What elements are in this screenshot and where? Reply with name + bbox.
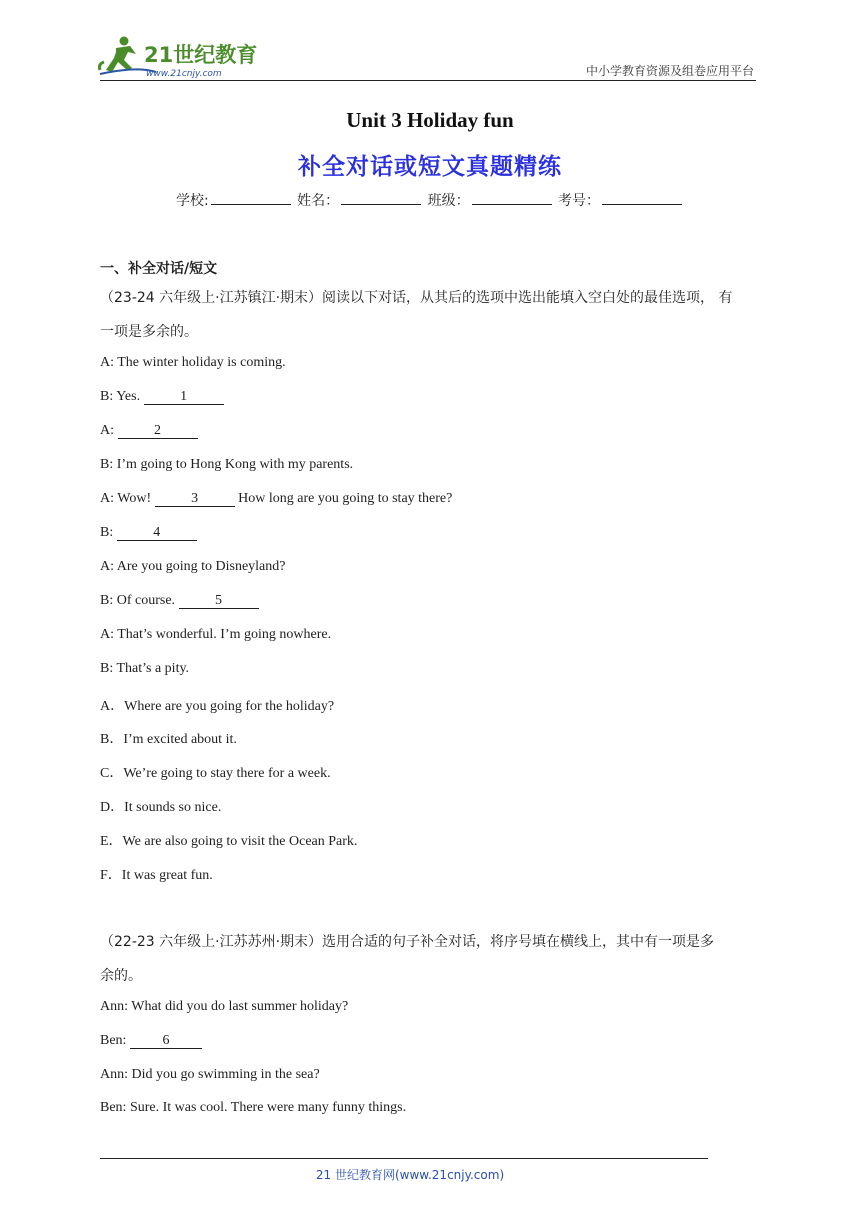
- dialogue-line: [100, 593, 259, 609]
- dialogue-line: B: That’s a pity.: [100, 661, 190, 676]
- site-logo[interactable]: [96, 34, 266, 78]
- exam-no-field[interactable]: [602, 192, 682, 205]
- dialogue-speaker-text: B: Yes.: [100, 389, 144, 404]
- option-e: E．We are also going to visit the Ocean Park.: [100, 834, 358, 849]
- page-header: [96, 30, 756, 82]
- dialogue-line: [100, 1033, 202, 1049]
- dialogue-line: [100, 389, 224, 405]
- answer-blank-1[interactable]: 1: [144, 389, 224, 405]
- dialogue-speaker-text: B:: [100, 525, 117, 540]
- dialogue-line: A: Are you going to Disneyland?: [100, 559, 286, 574]
- school-label: 学校:: [175, 193, 209, 209]
- student-info-line: [0, 190, 860, 210]
- page-subtitle: 补全对话或短文真题精练: [298, 154, 562, 180]
- answer-blank-5[interactable]: 5: [179, 593, 259, 609]
- answer-blank-4[interactable]: 4: [117, 525, 197, 541]
- part1-instructions-2: 一项是多余的。: [100, 324, 198, 340]
- option-d: D．It sounds so nice.: [100, 800, 222, 815]
- header-divider: [100, 80, 756, 81]
- dialogue-line: B: I’m going to Hong Kong with my parents.: [100, 457, 354, 472]
- answer-blank-2[interactable]: 2: [118, 423, 198, 439]
- part2-instructions-2: 余的。: [100, 968, 142, 984]
- footer-link[interactable]: 21 世纪教育网(www.21cnjy.com): [315, 1168, 505, 1182]
- option-f: F．It was great fun.: [100, 868, 213, 883]
- dialogue-speaker-text: A:: [100, 423, 118, 438]
- part1-instructions-1: （23-24 六年级上·江苏镇江·期末）阅读以下对话，从其后的选项中选出能填入空白处的最佳选项， 有: [100, 290, 733, 306]
- dialogue-line: Ann: Did you go swimming in the sea?: [100, 1067, 320, 1082]
- dialogue-line: [100, 423, 198, 439]
- section-heading: 一、补全对话/短文: [100, 261, 218, 277]
- answer-blank-6[interactable]: 6: [130, 1033, 202, 1049]
- option-a: A．Where are you going for the holiday?: [100, 699, 335, 714]
- logo-url: www.21cnjy.com: [146, 69, 222, 78]
- answer-blank-3[interactable]: 3: [155, 491, 235, 507]
- name-field[interactable]: [341, 192, 421, 205]
- class-field[interactable]: [472, 192, 552, 205]
- dialogue-line: A: The winter holiday is coming.: [100, 355, 286, 370]
- dialogue-line: A: That’s wonderful. I’m going nowhere.: [100, 627, 332, 642]
- part2-instructions-1: （22-23 六年级上·江苏苏州·期末）选用合适的句子补全对话，将序号填在横线上，其中有一项是多: [100, 934, 715, 950]
- running-figure-logo-icon: [96, 34, 266, 78]
- class-label: 班级：: [427, 193, 470, 209]
- dialogue-line: Ben: Sure. It was cool. There were many funny things.: [100, 1100, 407, 1115]
- name-label: 姓名：: [297, 193, 340, 209]
- dialogue-speaker-text: B: Of course.: [100, 593, 179, 608]
- dialogue-speaker-text: Ben:: [100, 1033, 130, 1048]
- dialogue-line: [100, 491, 452, 507]
- dialogue-continuation: How long are you going to stay there?: [238, 491, 453, 506]
- school-field[interactable]: [211, 192, 291, 205]
- dialogue-line: [100, 525, 197, 541]
- exam-no-label: 考号：: [558, 193, 601, 209]
- logo-text: 21世纪教育: [144, 43, 258, 67]
- dialogue-line: Ann: What did you do last summer holiday?: [100, 999, 349, 1014]
- dialogue-speaker-text: A: Wow!: [100, 491, 155, 506]
- footer-divider: [100, 1158, 708, 1159]
- platform-name: 中小学教育资源及组卷应用平台: [585, 64, 754, 78]
- option-b: B．I’m excited about it.: [100, 732, 237, 747]
- page-title: Unit 3 Holiday fun: [346, 108, 514, 132]
- option-c: C．We’re going to stay there for a week.: [100, 766, 331, 781]
